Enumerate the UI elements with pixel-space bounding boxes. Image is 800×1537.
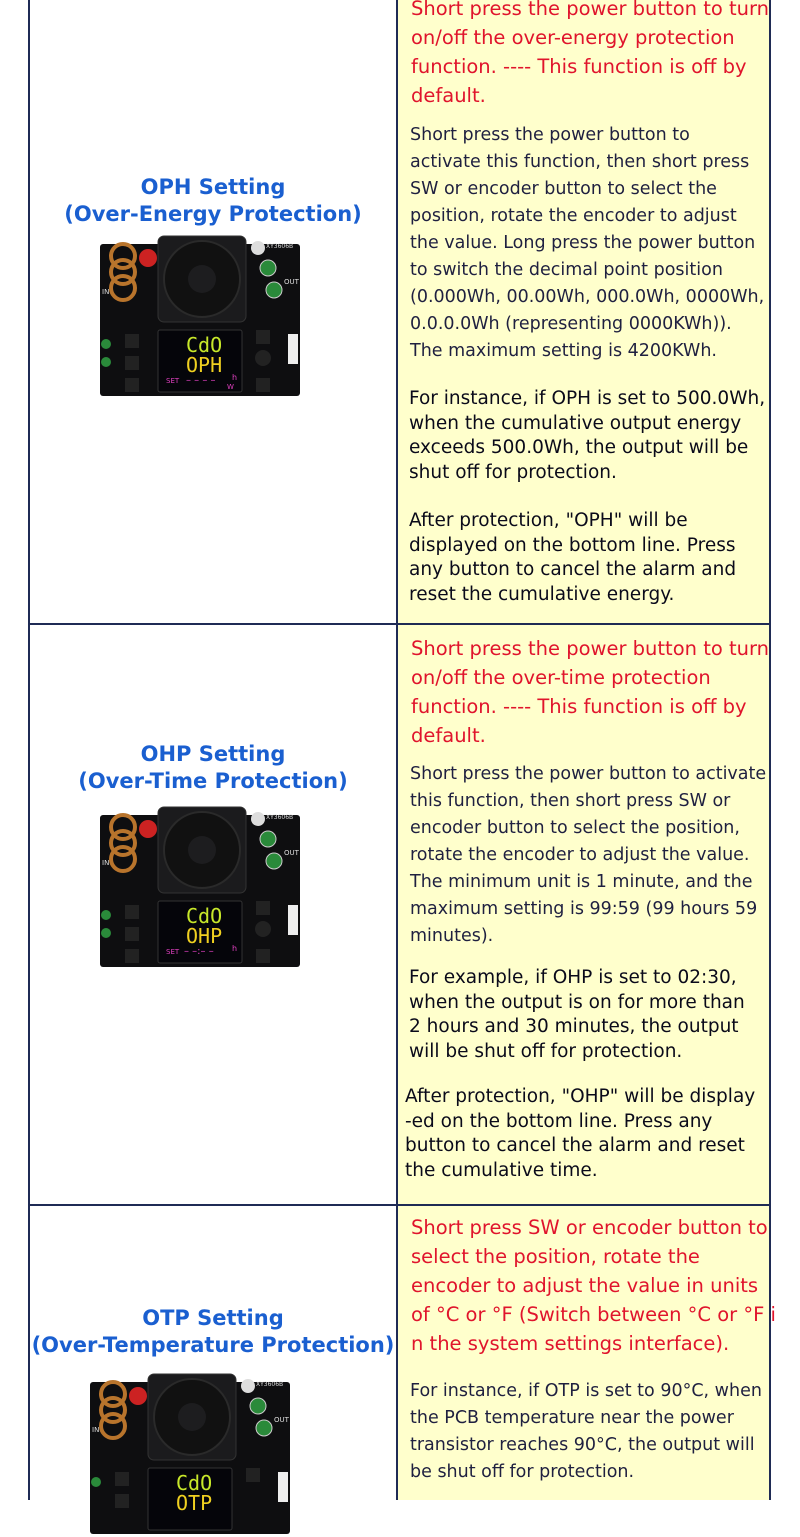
section-intro-red: Short press the power button to turn on/off the over-time protection function. ---- This function is off by default. — [411, 637, 770, 747]
section-paragraph-2: Short press the power button to activate this function, then short press SW or encoder button to select the position, rotate the encoder to adjust the value. Long press the power button to switch the decimal point position (0.000Wh, 00.00Wh, 000.0Wh, 0000Wh, 0.0.0.0Wh (representing 0000KWh)). The maximum setting is 4200KWh. — [410, 125, 765, 361]
display-set-value: – –:– – — [184, 946, 214, 957]
board-model-label: XY3606B — [256, 1381, 284, 1388]
module-board-image — [98, 805, 304, 970]
section-title — [30, 174, 396, 228]
capacitor — [256, 1420, 272, 1436]
section-paragraph-2: For instance, if OTP is set to 90°C, when the PCB temperature near the power transistor reaches 90°C, the output will be shut off for protection. — [410, 1381, 762, 1482]
capacitor — [260, 260, 276, 276]
capacitor — [251, 241, 265, 255]
capacitor — [250, 1398, 266, 1414]
button-up — [125, 334, 139, 348]
display-top-line: CdO — [186, 333, 223, 357]
button-power — [256, 378, 270, 392]
section-title-line2: (Over-Temperature Protection) — [31, 1333, 395, 1357]
out-label: OUT — [274, 1416, 289, 1424]
board-model-label: XY3606B — [266, 814, 294, 821]
display-unit-top: h — [232, 944, 238, 953]
section-paragraph-2: Short press the power button to activate this function, then short press SW or encoder button to select the position, rotate the encoder to adjust the value. The minimum unit is 1 minute, and the maximum setting is 99:59 (99 hours 59 minutes). — [410, 764, 767, 946]
display-bottom-line: OHP — [186, 924, 223, 948]
display-top-line: CdO — [186, 904, 223, 928]
display-bottom-line: OTP — [176, 1491, 213, 1515]
serial-header — [288, 905, 298, 935]
section-title — [30, 1305, 396, 1359]
section-title-line2: (Over-Energy Protection) — [64, 202, 362, 226]
button-encoder — [256, 901, 270, 915]
capacitor-red — [139, 249, 157, 267]
capacitor — [241, 1379, 255, 1393]
display-set-label: SET — [166, 377, 180, 385]
section-intro-red: Short press SW or encoder button to select the position, rotate the encoder to adjust the value in units of °C or °F (Switch between °C or °F i n the system settings interface). — [411, 1216, 776, 1355]
button-sw — [115, 1494, 129, 1508]
capacitor — [101, 357, 111, 367]
section-intro-red: Short press the power button to turn on/off the over-energy protection function. ---- This function is off by default. — [411, 0, 770, 107]
serial-header — [278, 1472, 288, 1502]
capacitor — [101, 339, 111, 349]
section-title-line1: OPH Setting — [140, 175, 286, 199]
section-paragraph-3: For example, if OHP is set to 02:30, when the output is on for more than 2 hours and 30 minutes, the output will be shut off for protection. — [409, 967, 745, 1062]
display-set-value: – – – – — [186, 375, 216, 386]
section-paragraph-4: After protection, "OHP" will be display -ed on the bottom line. Press any button to cancel the alarm and reset the cumulative time. — [405, 1086, 756, 1181]
capacitor — [251, 812, 265, 826]
capacitor — [101, 928, 111, 938]
capacitor — [91, 1477, 101, 1487]
section-title-line2: (Over-Time Protection) — [78, 769, 348, 793]
serial-header — [288, 334, 298, 364]
section-title-line1: OTP Setting — [142, 1306, 284, 1330]
fan-hub — [188, 836, 216, 864]
button-encoder — [256, 330, 270, 344]
in-label: IN — [102, 859, 110, 867]
board-model-label: XY3606B — [266, 243, 294, 250]
capacitor — [266, 853, 282, 869]
button-power — [256, 949, 270, 963]
row-divider-1 — [28, 623, 771, 625]
section-title-line1: OHP Setting — [140, 742, 286, 766]
out-label: OUT — [284, 278, 299, 286]
in-label: IN — [92, 1426, 100, 1434]
button-encoder — [246, 1468, 260, 1482]
display-set-label: SET — [166, 948, 180, 956]
encoder-knob — [255, 921, 271, 937]
out-label: OUT — [284, 849, 299, 857]
module-board-image — [88, 1372, 294, 1537]
button-down — [125, 949, 139, 963]
display-top-line: CdO — [176, 1471, 213, 1495]
button-down — [125, 378, 139, 392]
section-title — [30, 741, 396, 795]
module-board-image — [98, 234, 304, 399]
display-unit-top: h — [232, 373, 238, 382]
button-up — [125, 905, 139, 919]
section-paragraph-4: After protection, "OPH" will be displayed on the bottom line. Press any button to cancel the alarm and reset the cumulative energy. — [409, 510, 737, 605]
display-bottom-line: OPH — [186, 353, 223, 377]
capacitor — [260, 831, 276, 847]
capacitor — [101, 910, 111, 920]
fan-hub — [178, 1403, 206, 1431]
row-divider-2 — [28, 1204, 771, 1206]
encoder-knob — [255, 350, 271, 366]
capacitor-red — [129, 1387, 147, 1405]
capacitor — [266, 282, 282, 298]
button-up — [115, 1472, 129, 1486]
capacitor-red — [139, 820, 157, 838]
display-unit-bottom: W — [227, 383, 234, 391]
in-label: IN — [102, 288, 110, 296]
section-paragraph-3: For instance, if OPH is set to 500.0Wh, when the cumulative output energy exceeds 500.0Wh, the output will be shut off for protection. — [409, 388, 766, 483]
button-sw — [125, 356, 139, 370]
table-border-middle — [396, 0, 398, 1500]
fan-hub — [188, 265, 216, 293]
button-sw — [125, 927, 139, 941]
